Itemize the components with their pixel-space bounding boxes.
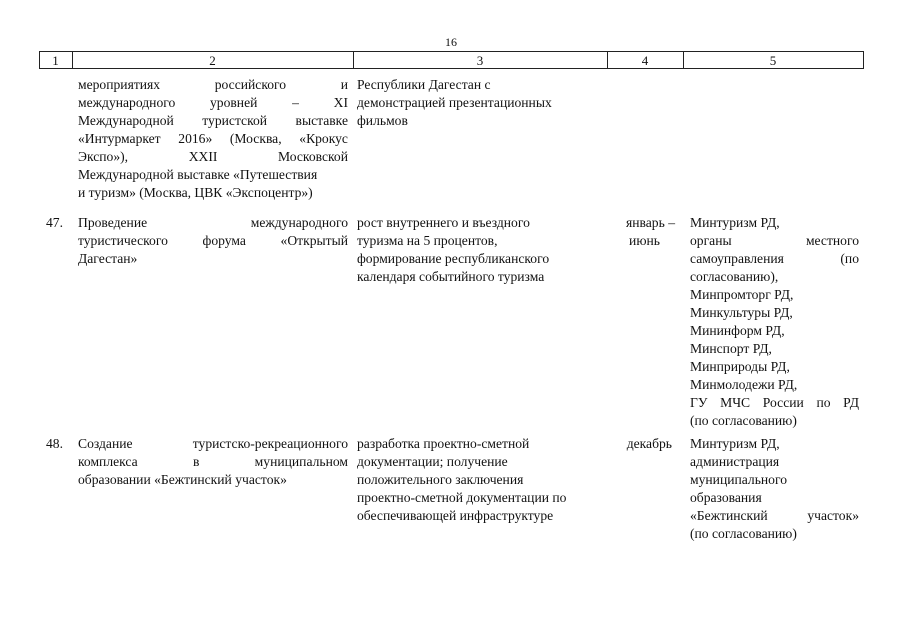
text-line: формирование республиканского (357, 251, 550, 266)
text-line: Экспо»), XXII Московской (78, 149, 348, 164)
text-line: Республики Дагестан с (357, 77, 491, 92)
text-line: Создание туристско-рекреационного (78, 436, 348, 451)
text-line: комплекса в муниципальном (78, 454, 348, 469)
text-line: туризма на 5 процентов, (357, 233, 498, 248)
page-number: 16 (445, 35, 457, 49)
row-term (600, 214, 675, 250)
header-col-4: 4 (641, 53, 649, 68)
row-executors (690, 435, 859, 543)
text-line: Минмолодежи РД, (690, 377, 798, 392)
row-term (600, 435, 672, 453)
row-activity (78, 435, 348, 489)
text-line: декабрь (626, 436, 672, 451)
text-line: Проведение международного (78, 215, 348, 230)
header-divider (863, 51, 864, 69)
text-line: январь – (626, 215, 675, 230)
text-line: календаря событийного туризма (357, 269, 545, 284)
text-line: Минтуризм РД, (690, 215, 780, 230)
header-bottom-rule (39, 68, 864, 69)
text-line: туристического форума «Открытый (78, 233, 348, 248)
text-line: образования (690, 490, 762, 505)
text-line: демонстрацией презентационных (357, 95, 552, 110)
row-result (357, 435, 602, 525)
row-activity (78, 76, 348, 202)
text-line: Международной выставке «Путешествия (78, 167, 318, 182)
text-line: документации; получение (357, 454, 508, 469)
text-line: обеспечивающей инфраструктуре (357, 508, 554, 523)
text-line: рост внутреннего и въездного (357, 215, 530, 230)
text-line: фильмов (357, 113, 408, 128)
row-activity (78, 214, 348, 268)
text-line: (по согласованию) (690, 526, 797, 541)
text-line: разработка проектно-сметной (357, 436, 530, 451)
row-result (357, 76, 602, 130)
text-line: образовании «Бежтинский участок» (78, 472, 287, 487)
text-line: положительного заключения (357, 472, 524, 487)
text-line: Минприроды РД, (690, 359, 790, 374)
header-col-3: 3 (476, 53, 484, 68)
text-line: «Бежтинский участок» (690, 508, 859, 523)
header-top-rule (39, 51, 864, 52)
header-col-2: 2 (209, 53, 216, 68)
text-line: «Интурмаркет 2016» (Москва, «Крокус (78, 131, 348, 146)
text-line: проектно-сметной документации по (357, 490, 567, 505)
text-line: мероприятиях российского и (78, 77, 348, 92)
text-line: самоуправления (по (690, 251, 859, 266)
header-col-1: 1 (52, 53, 59, 68)
text-line: Минтуризм РД, (690, 436, 780, 451)
text-line: администрация (690, 454, 780, 469)
text-line: Минспорт РД, (690, 341, 772, 356)
text-line: ГУ МЧС России по РД (690, 395, 859, 410)
text-line: Минкультуры РД, (690, 305, 793, 320)
row-executors (690, 214, 859, 430)
text-line: Дагестан» (78, 251, 138, 266)
text-line: органы местного (690, 233, 859, 248)
row-number: 47. (46, 215, 63, 230)
text-line: Минпромторг РД, (690, 287, 794, 302)
header-col-5: 5 (769, 53, 777, 68)
row-result (357, 214, 602, 286)
text-line: Мининформ РД, (690, 323, 785, 338)
text-line: (по согласованию) (690, 413, 797, 428)
row-number: 48. (46, 436, 63, 451)
text-line: международного уровней – XI (78, 95, 348, 110)
text-line: муниципального (690, 472, 788, 487)
text-line: согласованию), (690, 269, 779, 284)
text-line: Международной туристской выставке (78, 113, 348, 128)
text-line: и туризм» (Москва, ЦВК «Экспоцентр») (78, 185, 313, 200)
text-line: июнь (629, 233, 660, 248)
